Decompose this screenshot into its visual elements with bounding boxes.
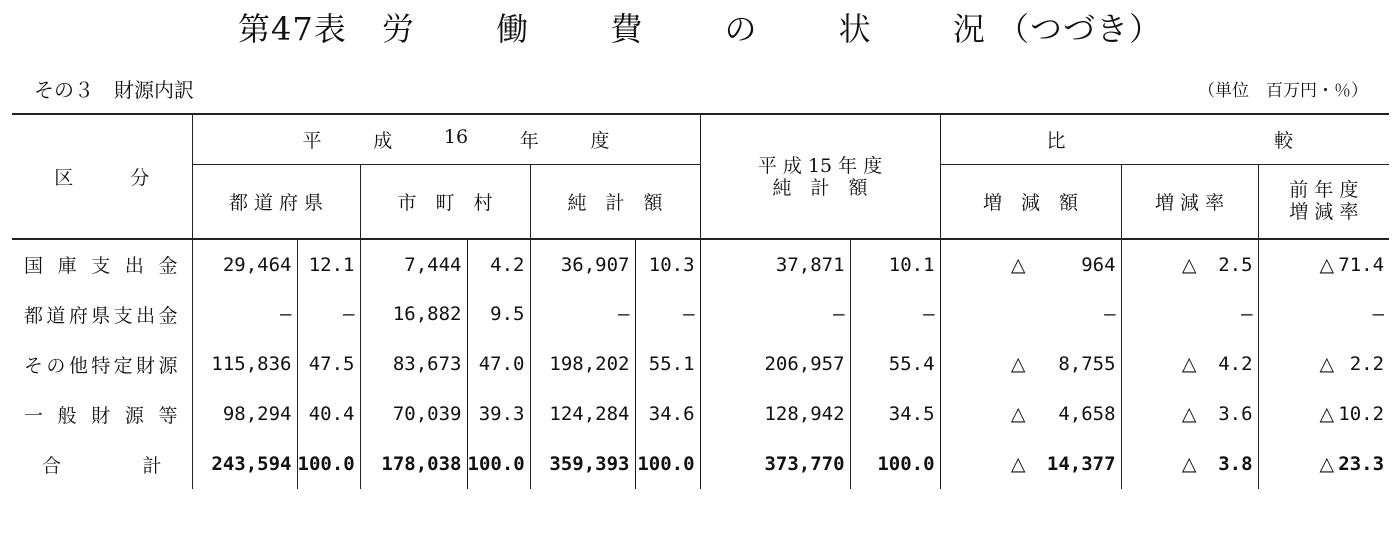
unit-note: （単位 百万円・％） [1198,81,1368,101]
total-prev-change-rate: △ 23.3 [1319,453,1385,475]
total-change-amount: △ 14,377 [940,439,1121,489]
title-char: の [724,10,758,48]
cell-net-pct: 10.3 [635,239,700,289]
cell-net-pct: — [635,289,700,339]
cell-prev-change-rate: △ 71.4 [1319,253,1385,276]
table-row [12,239,1389,289]
cell-prev-change-rate: △ 2.2 [1319,353,1385,375]
cell-muni: 7,444 [360,239,467,289]
title-char: 働 [496,10,530,48]
total-net: 359,393 [530,439,635,489]
header-prev-change-rate: 前 年 度 増 減 率 [1258,164,1389,239]
cell-change-amount: — [940,289,1121,339]
cell-net: — [530,289,635,339]
total-change-rate: △ 3.8 [1121,439,1258,489]
cell-muni: 70,039 [360,389,467,439]
cell-prev: 206,957 [700,339,850,389]
cell-muni-pct: 47.0 [467,339,530,389]
cell-pref-pct: — [297,289,360,339]
cell-prev: 128,942 [700,389,850,439]
cell-change-rate: △ 4.2 [1121,339,1258,389]
total-prev: 373,770 [700,439,850,489]
table-row [12,389,1389,439]
header-fy15-net: 平 成 15 年 度 純 計 額 [700,114,940,239]
cell-pref: 115,836 [192,339,297,389]
total-muni: 178,038 [360,439,467,489]
title-char: 況 [952,10,986,48]
total-pref-pct: 100.0 [297,439,360,489]
cell-prev-pct: 55.4 [850,339,940,389]
cell-muni: 16,882 [360,289,467,339]
cell-prev-change-rate: △ 10.2 [1319,403,1385,425]
title-prefix: 第47表 [237,10,347,48]
row-label: 国庫支出金 [12,239,192,289]
header-comparison: 比 較 [940,114,1389,164]
cell-pref: 29,464 [192,239,297,289]
header-municipal: 市 町 村 [360,164,530,239]
total-net-pct: 100.0 [635,439,700,489]
cell-pref-pct: 40.4 [297,389,360,439]
row-label: その他特定財源 [12,339,192,389]
total-row [12,439,1389,489]
cell-pref-pct: 12.1 [297,239,360,289]
cell-muni: 83,673 [360,339,467,389]
row-label: 一般財源等 [12,389,192,439]
cell-net-pct: 55.1 [635,339,700,389]
cell-prev-change-rate: — [1372,303,1385,325]
cell-net: 198,202 [530,339,635,389]
cell-change-amount: △ 8,755 [940,339,1121,389]
cell-change-rate: △ 3.6 [1121,389,1258,439]
header-fy16: 平 成 16 年 度 [192,114,700,164]
finance-table [12,113,1389,489]
table-row [12,339,1389,389]
total-label: 合 計 [12,439,192,489]
cell-prev-pct: — [850,289,940,339]
cell-muni-pct: 39.3 [467,389,530,439]
cell-muni-pct: 4.2 [467,239,530,289]
row-label: 都道府県支出金 [12,289,192,339]
total-pref: 243,594 [192,439,297,489]
cell-change-rate: — [1121,289,1258,339]
cell-pref: — [192,289,297,339]
cell-prev: 37,871 [700,239,850,289]
cell-pref: 98,294 [192,389,297,439]
total-muni-pct: 100.0 [467,439,530,489]
title-char: 労 [381,10,415,48]
header-prefecture: 都 道 府 県 [192,164,360,239]
cell-change-rate: △ 2.5 [1121,239,1258,289]
title-suffix: （つづき） [997,10,1163,48]
cell-net-pct: 34.6 [635,389,700,439]
title-char: 状 [838,10,872,48]
cell-prev-pct: 10.1 [850,239,940,289]
header-category: 区 分 [12,114,192,239]
table-row [12,289,1389,339]
title-char: 費 [610,10,644,48]
header-change-rate: 増 減 率 [1121,164,1258,239]
cell-net: 124,284 [530,389,635,439]
cell-prev-pct: 34.5 [850,389,940,439]
cell-change-amount: △ 964 [940,239,1121,289]
section-subtitle: その３ 財源内訳 [34,78,194,102]
cell-change-amount: △ 4,658 [940,389,1121,439]
header-change-amount: 増 減 額 [940,164,1121,239]
cell-net: 36,907 [530,239,635,289]
page-title [0,4,1400,50]
cell-muni-pct: 9.5 [467,289,530,339]
cell-pref-pct: 47.5 [297,339,360,389]
cell-prev: — [700,289,850,339]
total-prev-pct: 100.0 [850,439,940,489]
header-net-total: 純 計 額 [530,164,700,239]
